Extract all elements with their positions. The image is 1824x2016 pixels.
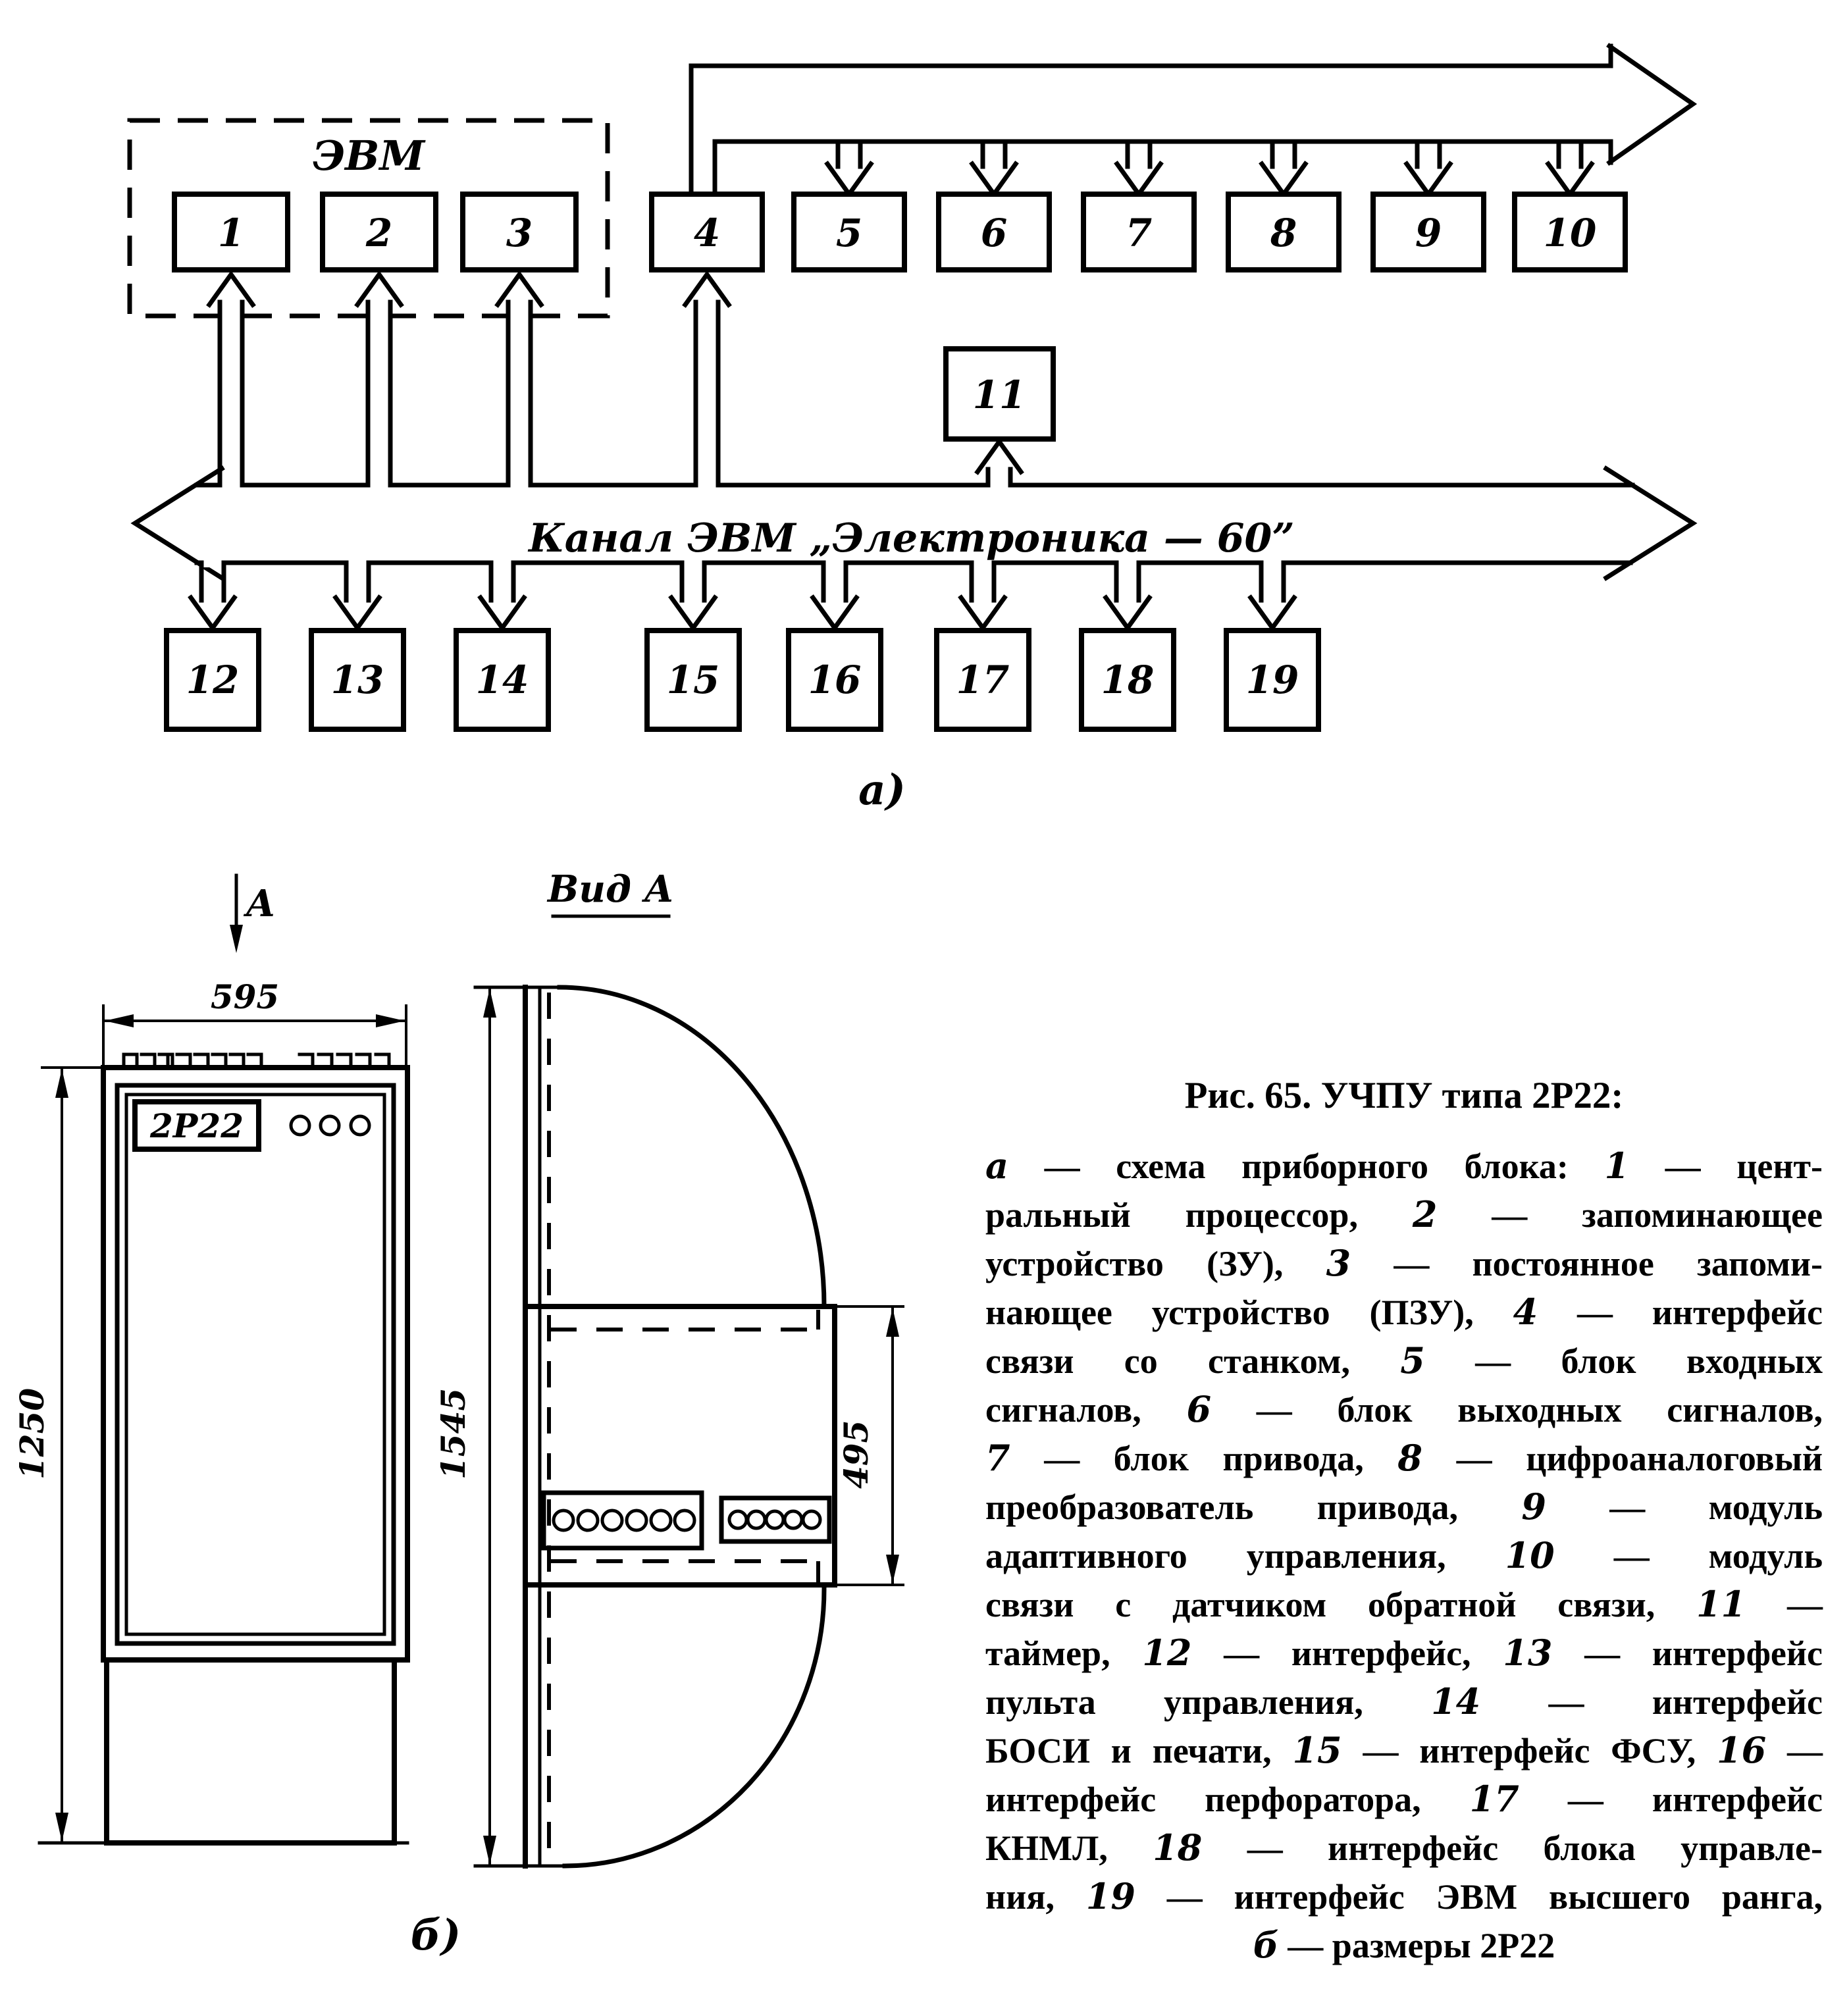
branch-arrow-box10 (1548, 142, 1592, 194)
part-b-label: б) (410, 1911, 461, 1960)
block-box-2 (323, 194, 436, 270)
bus-arrow-box18 (1106, 558, 1149, 628)
upper-door-arc (560, 987, 824, 1306)
cabinet-outline (103, 1068, 407, 1660)
box-17-number: 17 (956, 658, 1010, 702)
side-view (434, 867, 903, 1866)
dimension-drawings-b (13, 867, 903, 1960)
box-12-number: 12 (186, 658, 240, 702)
box-9-number: 9 (1415, 211, 1442, 255)
block-box-19 (1226, 631, 1318, 729)
lower-door-arc (565, 1589, 824, 1866)
box-1-number: 1 (217, 211, 245, 255)
caption-line: КНМЛ, 18 — интерфейс блока управле- (985, 1826, 1823, 1869)
bus-arrow-box13 (336, 558, 379, 628)
cabinet-base (107, 1660, 394, 1843)
block-box-12 (167, 631, 259, 729)
box-14-number: 14 (475, 658, 529, 702)
block-box-5 (794, 194, 904, 270)
caption-line: 7 — блок привода, 8 — цифроаналоговый (985, 1437, 1823, 1479)
box-15-number: 15 (666, 658, 720, 702)
bus-arrow-box15 (671, 558, 715, 628)
block-box-10 (1515, 194, 1625, 270)
block-box-18 (1081, 631, 1174, 729)
caption-line: нающее устройство (ПЗУ), 4 — интерфейс (985, 1291, 1823, 1333)
caption-line: БОСИ и печати, 15 — интерфейс ФСУ, 16 — (985, 1729, 1823, 1771)
front-view (13, 977, 407, 1843)
caption-line: а — схема приборного блока: 1 — цент- (985, 1145, 1823, 1187)
bus-arrow-box4 (685, 274, 729, 490)
box-7-number: 7 (1125, 211, 1153, 255)
dim-1545-text: 1545 (434, 1387, 473, 1480)
bus-arrow-box14 (481, 558, 524, 628)
branch-arrow-box7 (1117, 142, 1160, 194)
caption-line: связи с датчиком обратной связи, 11 — (985, 1583, 1823, 1625)
caption-line: ральный процессор, 2 — запоминающее (985, 1193, 1823, 1235)
dim-595-text: 595 (210, 977, 280, 1016)
connector-strip-right (721, 1498, 829, 1541)
block-box-16 (789, 631, 881, 729)
figure-caption (985, 1072, 1823, 1970)
block-box-8 (1228, 194, 1339, 270)
bus-arrow-box17 (961, 558, 1004, 628)
block-box-6 (939, 194, 1049, 270)
block-box-13 (311, 631, 404, 729)
caption-line: таймер, 12 — интерфейс, 13 — интерфейс (985, 1632, 1823, 1674)
connector-strip-left (544, 1493, 702, 1548)
indicator-lamps (291, 1116, 369, 1135)
caption-title: Рис. 65. УЧПУ типа 2Р22: (1184, 1075, 1624, 1116)
block-box-1 (174, 194, 288, 270)
box-3-number: 3 (506, 211, 533, 255)
caption-line: ния, 19 — интерфейс ЭВМ высшего ранга, (985, 1875, 1823, 1917)
block-box-15 (647, 631, 739, 729)
caption-line: преобразователь привода, 9 — модуль (985, 1486, 1823, 1528)
branch-arrow-box9 (1407, 142, 1450, 194)
model-label: 2Р22 (150, 1106, 244, 1145)
block-box-9 (1373, 194, 1484, 270)
box-4-number: 4 (693, 211, 721, 255)
dim-depth-495 (835, 1306, 903, 1585)
caption-line: интерфейс перфоратора, 17 — интерфейс (985, 1778, 1823, 1820)
dim-1250-text: 1250 (13, 1387, 51, 1480)
evm-label: ЭВМ (312, 132, 425, 180)
front-panel-outer (117, 1085, 394, 1643)
top-feeder-line (691, 46, 1693, 194)
box-5-number: 5 (835, 211, 863, 255)
view-arrow-label: А (246, 882, 276, 925)
dim-height-1250 (13, 1068, 68, 1843)
view-a-title (546, 867, 674, 916)
block-box-11 (946, 349, 1053, 439)
box-18-number: 18 (1101, 658, 1155, 702)
box-8-number: 8 (1270, 211, 1297, 255)
model-plate (135, 1102, 259, 1149)
box-16-number: 16 (808, 658, 862, 702)
branch-arrow-box6 (972, 142, 1016, 194)
bus-arrow-box11 (977, 442, 1021, 490)
block-box-4 (652, 194, 762, 270)
block-box-17 (937, 631, 1029, 729)
caption-line: сигналов, 6 — блок выходных сигналов, (985, 1388, 1823, 1430)
bus-arrow-box3 (498, 274, 541, 490)
caption-last-line: б — размеры 2Р22 (1253, 1924, 1555, 1966)
dim-height-1545 (434, 987, 496, 1866)
bus-arrow-box16 (813, 558, 856, 628)
box-19-number: 19 (1245, 658, 1299, 702)
block-box-7 (1083, 194, 1194, 270)
caption-line: устройство (ЗУ), 3 — постоянное запоми- (985, 1242, 1823, 1284)
caption-line: связи со станком, 5 — блок входных (985, 1339, 1823, 1382)
box-13-number: 13 (330, 658, 384, 702)
caption-line: пульта управления, 14 — интерфейс (985, 1680, 1823, 1722)
view-a-label: Вид А (547, 867, 675, 911)
bus-label: Канал ЭВМ „Электроника — 60” (529, 515, 1295, 561)
branch-arrow-box8 (1262, 142, 1305, 194)
box-11-number: 11 (972, 373, 1026, 417)
bus-arrow-box1 (209, 274, 253, 490)
caption-line: адаптивного управления, 10 — модуль (985, 1534, 1823, 1576)
bus-arrow-box12 (191, 558, 234, 628)
block-box-14 (456, 631, 548, 729)
view-direction-arrow (230, 875, 276, 953)
block-box-3 (463, 194, 576, 270)
part-a-label: а) (858, 765, 906, 815)
box-10-number: 10 (1543, 211, 1597, 255)
branch-arrow-box5 (827, 142, 871, 194)
box-6-number: 6 (980, 211, 1008, 255)
dim-495-text: 495 (837, 1420, 875, 1489)
box-2-number: 2 (365, 211, 393, 255)
bus-arrow-box2 (357, 274, 401, 490)
schema-a (130, 46, 1693, 815)
bus-arrow-box19 (1251, 558, 1294, 628)
front-panel-inner (126, 1095, 384, 1634)
